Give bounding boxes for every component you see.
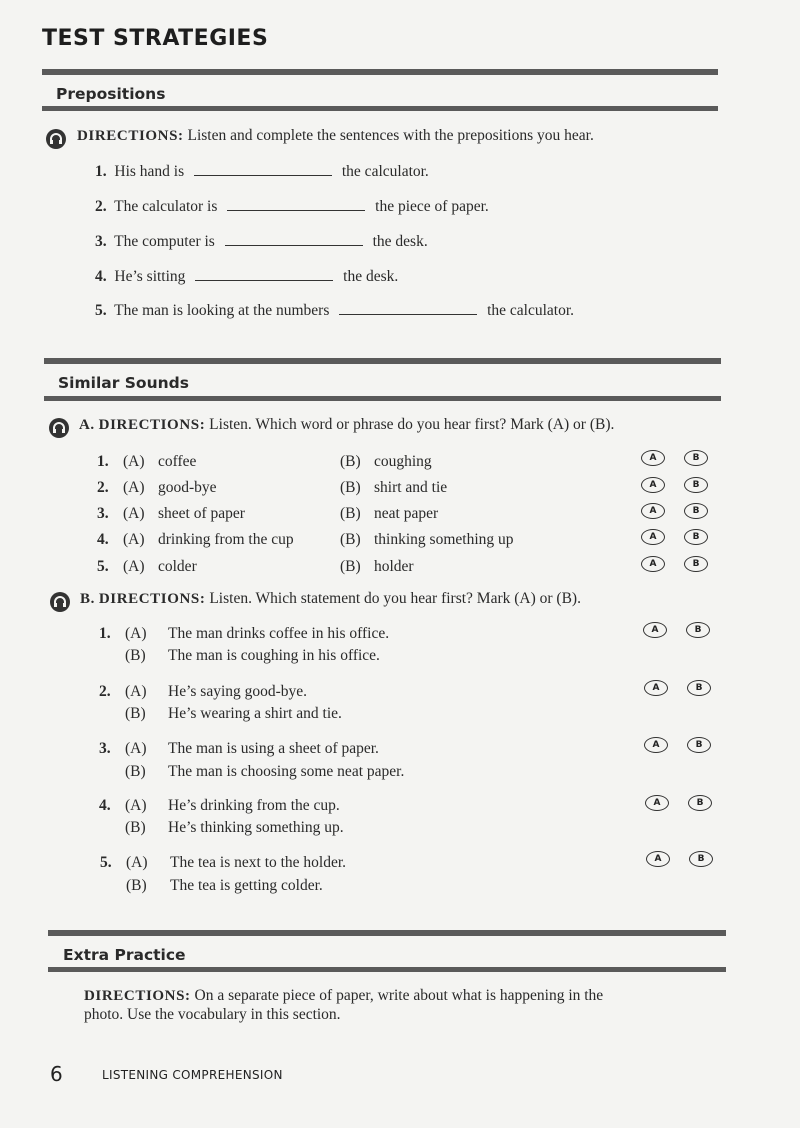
item-number: 4.: [95, 268, 107, 285]
option-a-label: (A): [123, 479, 145, 496]
option-b-label: (B): [125, 763, 146, 780]
headphone-icon: [50, 592, 70, 617]
option-a-text: drinking from the cup: [158, 531, 294, 548]
option-b-text: The tea is getting colder.: [170, 877, 323, 894]
option-a-label: (A): [125, 683, 147, 700]
item-number: 4.: [99, 797, 111, 814]
answer-bubble-a[interactable]: A: [641, 477, 665, 493]
option-b-label: (B): [340, 531, 361, 548]
option-b-text: He’s thinking something up.: [168, 819, 344, 836]
part-b-item: [99, 625, 390, 664]
option-a-text: He’s saying good-bye.: [168, 683, 308, 700]
answer-bubble-a[interactable]: A: [645, 795, 669, 811]
part-b-directions: [80, 590, 581, 608]
part-a-row: [97, 453, 432, 471]
option-a-text: The tea is next to the holder.: [170, 854, 347, 871]
option-a-text: sheet of paper: [158, 505, 245, 522]
item-after: the calculator.: [341, 163, 429, 180]
option-b-label: (B): [126, 877, 147, 894]
item-number: 3.: [97, 505, 109, 522]
answer-bubble-b[interactable]: B: [684, 477, 708, 493]
answer-bubble-b[interactable]: B: [687, 680, 711, 696]
directions-label: DIRECTIONS:: [84, 988, 191, 1004]
directions-text: Listen. Which word or phrase do you hear first? Mark (A) or (B).: [209, 416, 615, 433]
option-b-label: (B): [125, 819, 146, 836]
option-a-label: (A): [123, 531, 145, 548]
option-b-text: coughing: [374, 453, 432, 470]
prepositions-heading: Prepositions: [56, 85, 166, 103]
page-title: TEST STRATEGIES: [42, 26, 269, 51]
answer-bubble-b[interactable]: B: [688, 795, 712, 811]
page-number: 6: [50, 1062, 63, 1086]
prepositions-directions: [77, 127, 594, 145]
option-b-text: He’s wearing a shirt and tie.: [168, 705, 342, 722]
part-a-prefix: A.: [79, 417, 95, 433]
option-a-text: He’s drinking from the cup.: [168, 797, 340, 814]
part-b-item: [99, 740, 405, 780]
option-a-text: coffee: [158, 453, 197, 470]
fill-blank-item: [95, 268, 398, 286]
fill-blank-item: [95, 233, 428, 251]
item-number: 3.: [95, 233, 107, 250]
headphone-icon: [49, 418, 69, 443]
answer-bubble-b[interactable]: B: [684, 529, 708, 545]
extra-practice-directions-line2: photo. Use the vocabulary in this section.: [84, 1006, 341, 1023]
option-a-text: The man is using a sheet of paper.: [168, 740, 379, 757]
answer-bubble-a[interactable]: A: [641, 529, 665, 545]
directions-text: Listen. Which statement do you hear first? Mark (A) or (B).: [209, 590, 581, 607]
item-after: the piece of paper.: [375, 198, 489, 215]
item-number: 5.: [95, 302, 107, 319]
item-before: He’s sitting: [114, 268, 186, 285]
answer-bubble-b[interactable]: B: [687, 737, 711, 753]
item-number: 1.: [97, 453, 109, 470]
option-a-text: The man drinks coffee in his office.: [168, 625, 390, 642]
item-number: 1.: [95, 163, 107, 180]
answer-blank[interactable]: [194, 163, 332, 176]
headphone-icon: [46, 129, 66, 154]
answer-bubble-a[interactable]: A: [641, 556, 665, 572]
answer-bubble-b[interactable]: B: [684, 556, 708, 572]
option-b-text: holder: [374, 558, 414, 575]
option-a-label: (A): [125, 625, 147, 642]
part-b-item: [100, 854, 347, 894]
fill-blank-item: [95, 198, 489, 216]
item-number: 5.: [100, 854, 112, 871]
fill-blank-item: [95, 163, 429, 181]
option-b-text: The man is choosing some neat paper.: [168, 763, 405, 780]
option-b-text: shirt and tie: [374, 479, 448, 496]
option-b-label: (B): [340, 505, 361, 522]
part-a-row: [97, 531, 514, 549]
part-a-directions: [79, 416, 614, 434]
option-a-text: good-bye: [158, 479, 217, 496]
extra-practice-heading: Extra Practice: [63, 946, 186, 964]
option-b-label: (B): [125, 705, 146, 722]
answer-blank[interactable]: [227, 198, 365, 211]
option-a-label: (A): [126, 854, 148, 871]
item-number: 1.: [99, 625, 111, 642]
section-rule-top: [42, 69, 718, 75]
item-number: 2.: [95, 198, 107, 215]
section-rule-bottom: [44, 396, 721, 401]
item-number: 2.: [97, 479, 109, 496]
answer-bubble-a[interactable]: A: [641, 450, 665, 466]
item-before: The calculator is: [114, 198, 218, 215]
option-b-text: thinking something up: [374, 531, 514, 548]
answer-blank[interactable]: [225, 233, 363, 246]
part-b-item: [99, 683, 342, 722]
option-a-label: (A): [123, 558, 145, 575]
option-b-label: (B): [340, 453, 361, 470]
answer-bubble-b[interactable]: B: [686, 622, 710, 638]
similar-sounds-heading: Similar Sounds: [58, 374, 189, 392]
fill-blank-item: [95, 302, 574, 320]
answer-bubble-a[interactable]: A: [643, 622, 667, 638]
directions-label: DIRECTIONS:: [77, 128, 184, 144]
item-after: the calculator.: [487, 302, 575, 319]
item-number: 4.: [97, 531, 109, 548]
extra-practice-directions: [84, 987, 603, 1005]
directions-label: DIRECTIONS:: [98, 417, 206, 433]
option-a-label: (A): [125, 797, 147, 814]
item-number: 5.: [97, 558, 109, 575]
section-rule-top: [44, 358, 721, 364]
part-b-item: [99, 797, 344, 836]
option-b-text: The man is coughing in his office.: [168, 647, 380, 664]
option-a-label: (A): [125, 740, 147, 757]
option-a-label: (A): [123, 453, 145, 470]
part-a-row: [97, 505, 439, 523]
item-number: 2.: [99, 683, 111, 700]
answer-bubble-a[interactable]: A: [646, 851, 670, 867]
option-b-label: (B): [340, 558, 361, 575]
answer-bubble-b[interactable]: B: [684, 503, 708, 519]
answer-bubble-a[interactable]: A: [644, 680, 668, 696]
answer-bubble-a[interactable]: A: [641, 503, 665, 519]
item-number: 3.: [99, 740, 111, 757]
item-after: the desk.: [372, 233, 428, 250]
section-rule-bottom: [42, 106, 718, 111]
option-a-label: (A): [123, 505, 145, 522]
part-a-row: [97, 558, 414, 576]
answer-bubble-a[interactable]: A: [644, 737, 668, 753]
section-rule-bottom: [48, 967, 726, 972]
option-b-label: (B): [340, 479, 361, 496]
answer-blank[interactable]: [339, 302, 477, 315]
directions-label: DIRECTIONS:: [98, 591, 206, 607]
item-before: The computer is: [114, 233, 215, 250]
part-b-prefix: B.: [80, 591, 95, 607]
option-a-text: colder: [158, 558, 197, 575]
answer-bubble-b[interactable]: B: [684, 450, 708, 466]
option-b-text: neat paper: [374, 505, 439, 522]
directions-text: Listen and complete the sentences with the prepositions you hear.: [187, 127, 594, 144]
footer-section-title: LISTENING COMPREHENSION: [102, 1068, 283, 1082]
item-before: The man is looking at the numbers: [114, 302, 330, 319]
section-rule-top: [48, 930, 726, 936]
item-after: the desk.: [343, 268, 399, 285]
answer-bubble-b[interactable]: B: [689, 851, 713, 867]
option-b-label: (B): [125, 647, 146, 664]
item-before: His hand is: [114, 163, 185, 180]
directions-text-line1: On a separate piece of paper, write about what is happening in the: [194, 987, 604, 1004]
answer-blank[interactable]: [195, 268, 333, 281]
part-a-row: [97, 479, 448, 497]
